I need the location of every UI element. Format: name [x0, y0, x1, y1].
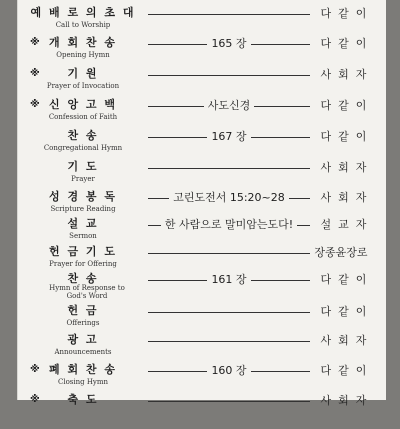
order-leader: 사회자 — [320, 191, 374, 204]
order-title: 찬 송 — [67, 129, 99, 142]
order-leader: 다같이 — [320, 99, 374, 112]
order-leader: 다같이 — [320, 130, 374, 143]
order-leader: 장종윤장로 — [314, 246, 368, 259]
order-subtitle: Congregational Hymn — [43, 144, 123, 152]
dotted-leader-line — [148, 14, 310, 15]
order-subtitle: Confession of Faith — [48, 113, 118, 121]
order-title: ※ 축 도 — [30, 393, 99, 406]
order-leader: 다같이 — [320, 364, 374, 377]
order-subtitle: Scripture Reading — [50, 205, 116, 213]
dotted-leader-line — [148, 168, 310, 169]
order-subtitle: Closing Hymn — [57, 378, 109, 386]
star-mark: ※ — [30, 394, 40, 405]
order-leader: 설교자 — [320, 218, 374, 231]
order-subtitle: Hymn of Response to God's Word — [49, 284, 125, 300]
order-leader: 사회자 — [320, 394, 374, 407]
order-title: ※ 개 회 찬 송 — [30, 36, 117, 49]
order-item: 고린도전서 15:20~28 — [148, 192, 310, 204]
order-title: 헌 금 — [67, 304, 99, 317]
order-title: 설 교 — [67, 217, 99, 230]
dotted-leader-line — [148, 312, 310, 313]
order-item: 165 장 — [148, 38, 310, 50]
order-item: 167 장 — [148, 131, 310, 143]
star-mark: ※ — [30, 364, 40, 375]
dotted-leader-line — [148, 341, 310, 342]
order-title: ※ 폐 회 찬 송 — [30, 363, 117, 376]
order-row — [18, 393, 386, 429]
order-leader: 다같이 — [320, 305, 374, 318]
order-subtitle: Offerings — [66, 319, 100, 327]
order-subtitle: Sermon — [69, 232, 97, 240]
worship-order-sheet — [17, 0, 386, 407]
order-title: ※ 신 앙 고 백 — [30, 98, 117, 111]
order-item: 사도신경 — [148, 100, 310, 112]
dotted-leader-line — [148, 75, 310, 76]
order-leader: 사회자 — [320, 68, 374, 81]
order-leader: 다같이 — [320, 7, 374, 20]
order-title: 광 고 — [67, 333, 99, 346]
order-subtitle: Prayer — [71, 175, 95, 183]
order-title: 성 경 봉 독 — [49, 190, 117, 203]
dotted-leader-line — [148, 253, 310, 254]
order-subtitle: Opening Hymn — [56, 51, 110, 59]
order-title: 헌 금 기 도 — [49, 245, 117, 258]
order-subtitle: Call to Worship — [55, 21, 111, 29]
order-item: 160 장 — [148, 365, 310, 377]
order-subtitle: Prayer of Invocation — [46, 82, 120, 90]
order-title: 찬 송 — [67, 272, 99, 285]
order-subtitle: Announcements — [54, 348, 112, 356]
order-leader: 사회자 — [320, 334, 374, 347]
order-item: 161 장 — [148, 274, 310, 286]
order-leader: 사회자 — [320, 161, 374, 174]
star-mark: ※ — [30, 37, 40, 48]
star-mark: ※ — [30, 68, 40, 79]
order-leader: 다같이 — [320, 273, 374, 286]
star-mark: ※ — [30, 99, 40, 110]
order-leader: 다같이 — [320, 37, 374, 50]
order-title: 예 배 로 의 초 대 — [30, 6, 136, 19]
order-title: 기 도 — [67, 160, 99, 173]
order-title: ※ 기 원 — [30, 67, 99, 80]
order-item: 한 사람으로 말미암는도다! — [148, 219, 310, 231]
order-row — [18, 272, 386, 308]
dotted-leader-line — [148, 401, 310, 402]
order-subtitle: Prayer for Offering — [49, 260, 117, 268]
